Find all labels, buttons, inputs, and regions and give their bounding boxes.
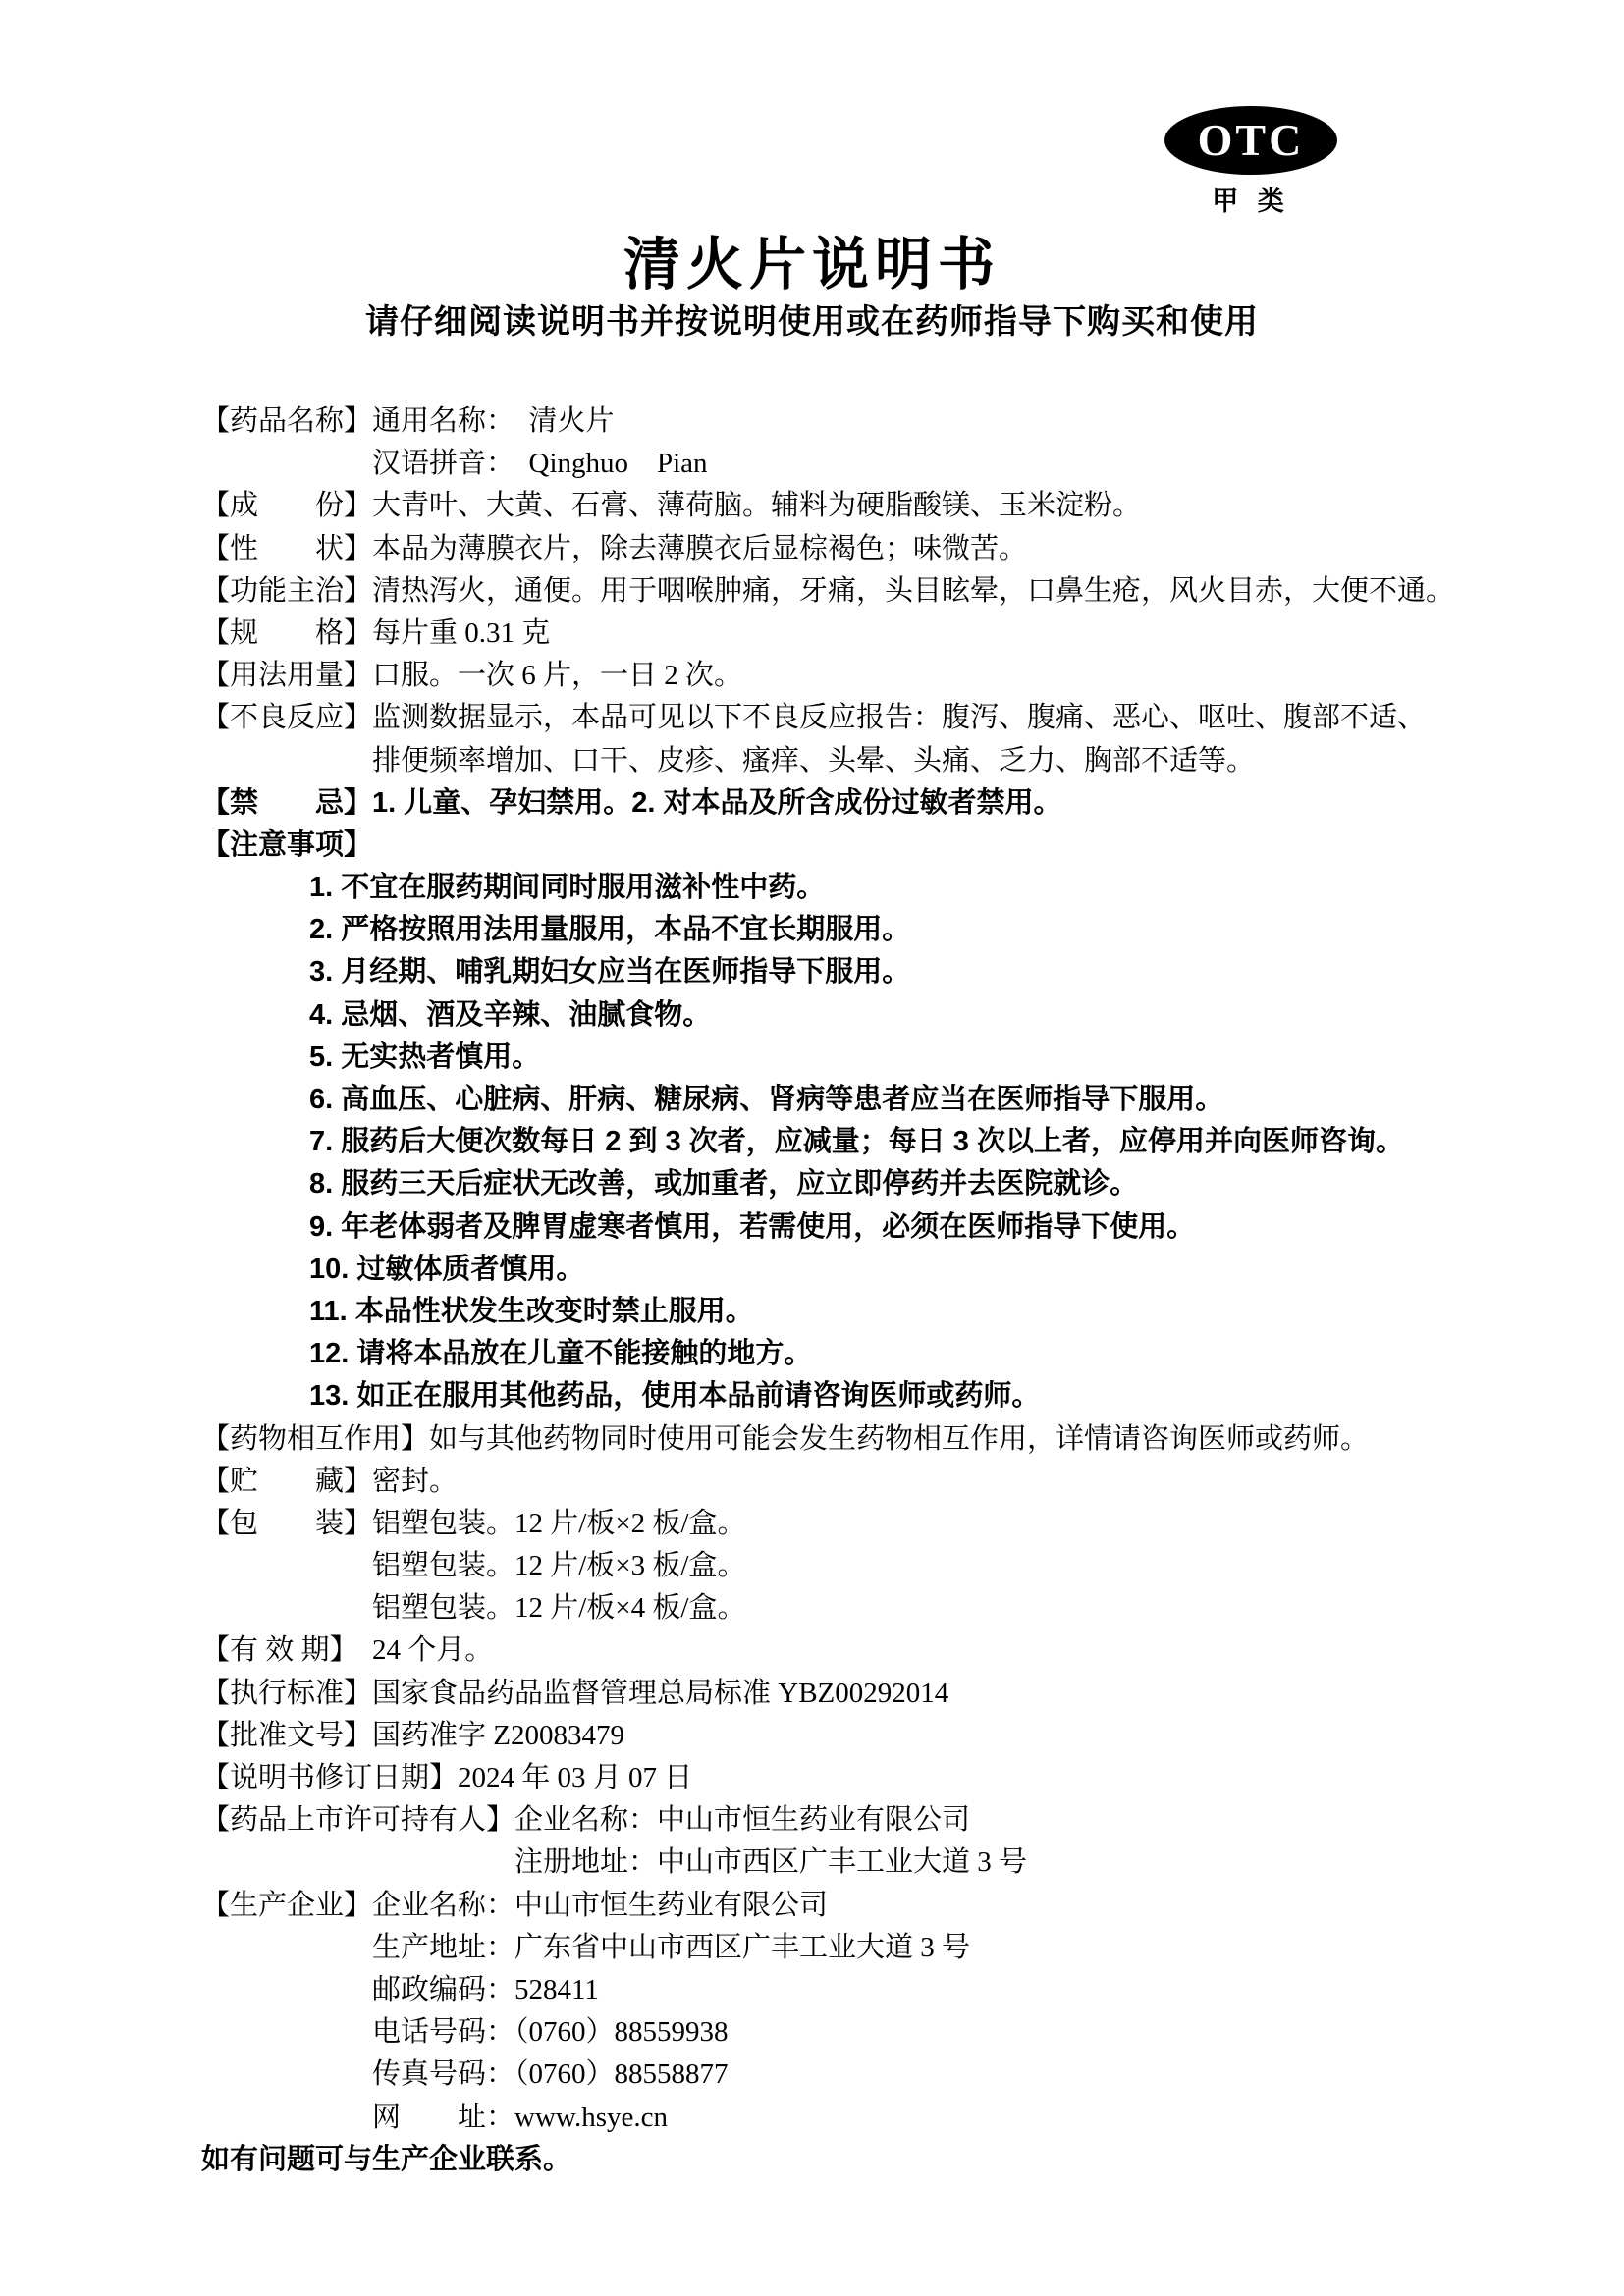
section-text: 密封。 xyxy=(372,1465,459,1497)
row-pinyin xyxy=(201,443,1526,485)
otc-badge xyxy=(1164,106,1337,218)
section-text: 铝塑包装。12 片/板×4 板/盒。 xyxy=(372,1592,746,1625)
section-label: 【包 装】 xyxy=(201,1507,373,1539)
row-description xyxy=(201,528,1526,570)
row-license-holder xyxy=(201,1799,1526,1842)
row-precaution-13 xyxy=(201,1375,1526,1417)
row-production-address xyxy=(201,1927,1526,1969)
section-text: 1. 不宜在服药期间同时服用滋补性中药。 xyxy=(309,872,826,904)
section-label: 【用法用量】 xyxy=(201,660,373,692)
row-storage xyxy=(201,1461,1526,1503)
section-text: 本品为薄膜衣片，除去薄膜衣后显棕褐色；味微苦。 xyxy=(372,532,1028,564)
row-adverse-reactions-2 xyxy=(201,740,1526,782)
row-precaution-1 xyxy=(201,867,1526,909)
section-text: 生产地址：广东省中山市西区广丰工业大道 3 号 xyxy=(372,1931,971,1963)
row-ingredients xyxy=(201,485,1526,527)
section-text: 国药准字 Z20083479 xyxy=(372,1719,624,1751)
row-standard xyxy=(201,1673,1526,1715)
row-package-1 xyxy=(201,1503,1526,1545)
section-text: 5. 无实热者慎用。 xyxy=(309,1041,541,1073)
section-text: 8. 服药三天后症状无改善，或加重者，应立即停药并去医院就诊。 xyxy=(309,1168,1139,1201)
otc-label: OTC xyxy=(1197,115,1305,165)
section-label: 【功能主治】 xyxy=(201,574,373,607)
section-label: 【贮 藏】 xyxy=(201,1465,373,1497)
row-precaution-8 xyxy=(201,1163,1526,1205)
section-text: 企业名称：中山市恒生药业有限公司 xyxy=(372,1889,829,1921)
section-text: 排便频率增加、口干、皮疹、瘙痒、头晕、头痛、乏力、胸部不适等。 xyxy=(372,744,1256,776)
row-approval-number xyxy=(201,1715,1526,1757)
row-adverse-reactions-1 xyxy=(201,697,1526,739)
row-precaution-4 xyxy=(201,994,1526,1037)
section-text: 7. 服药后大便次数每日 2 到 3 次者，应减量；每日 3 次以上者，应停用并向医师咨询。 xyxy=(309,1126,1404,1158)
section-text: 通用名称： 清火片 xyxy=(372,405,615,437)
section-label: 【注意事项】 xyxy=(201,828,373,861)
row-drug-name xyxy=(201,400,1526,443)
section-text: 2. 严格按照用法用量服用，本品不宜长期服用。 xyxy=(309,914,911,946)
section-text: 2024 年 03 月 07 日 xyxy=(458,1762,693,1793)
section-text: 如有问题可与生产企业联系。 xyxy=(201,2143,572,2175)
section-label: 【禁 忌】 xyxy=(201,786,373,819)
row-drug-interactions xyxy=(201,1418,1526,1461)
section-label: 【生产企业】 xyxy=(201,1889,373,1921)
section-text: 铝塑包装。12 片/板×3 板/盒。 xyxy=(372,1550,746,1582)
row-fax-number xyxy=(201,2054,1526,2096)
row-postal-code xyxy=(201,1969,1526,2011)
section-text: 3. 月经期、哺乳期妇女应当在医师指导下服用。 xyxy=(309,956,911,988)
section-text: 口服。一次 6 片，一日 2 次。 xyxy=(372,660,743,692)
section-text: 国家食品药品监督管理总局标准 YBZ00292014 xyxy=(372,1677,949,1709)
section-text: 企业名称：中山市恒生药业有限公司 xyxy=(514,1804,971,1837)
section-label: 【批准文号】 xyxy=(201,1719,373,1751)
section-text: 邮政编码：528411 xyxy=(372,1973,599,2005)
section-label: 【规 格】 xyxy=(201,616,373,649)
row-precaution-12 xyxy=(201,1333,1526,1375)
row-precaution-10 xyxy=(201,1249,1526,1291)
row-precautions-header xyxy=(201,825,1526,867)
row-package-2 xyxy=(201,1545,1526,1587)
section-text: 9. 年老体弱者及脾胃虚寒者慎用，若需使用，必须在医师指导下使用。 xyxy=(309,1210,1196,1243)
row-license-holder-address xyxy=(201,1842,1526,1884)
section-text: 12. 请将本品放在儿童不能接触的地方。 xyxy=(309,1338,813,1370)
section-label: 【说明书修订日期】 xyxy=(201,1762,459,1793)
section-text: 4. 忌烟、酒及辛辣、油腻食物。 xyxy=(309,998,712,1031)
section-label: 【成 份】 xyxy=(201,490,373,522)
section-text: 每片重 0.31 克 xyxy=(372,616,551,649)
row-precaution-2 xyxy=(201,909,1526,951)
row-contraindications xyxy=(201,782,1526,825)
section-label: 【有 效 期】 xyxy=(201,1634,358,1667)
section-label: 【不良反应】 xyxy=(201,702,373,734)
section-label: 【性 状】 xyxy=(201,532,373,564)
section-text: 如与其他药物同时使用可能会发生药物相互作用，详情请咨询医师或药师。 xyxy=(429,1422,1370,1455)
section-text: 监测数据显示，本品可见以下不良反应报告：腹泻、腹痛、恶心、呕吐、腹部不适、 xyxy=(372,702,1427,734)
row-precaution-3 xyxy=(201,951,1526,993)
section-text: 网 址：www.hsye.cn xyxy=(372,2101,668,2133)
section-text: 10. 过敏体质者慎用。 xyxy=(309,1253,585,1285)
row-precaution-6 xyxy=(201,1079,1526,1121)
section-text: 大青叶、大黄、石膏、薄荷脑。辅料为硬脂酸镁、玉米淀粉。 xyxy=(372,490,1142,522)
row-revision-date xyxy=(201,1757,1526,1799)
row-dosage xyxy=(201,655,1526,697)
row-website xyxy=(201,2097,1526,2139)
section-text: 1. 儿童、孕妇禁用。2. 对本品及所含成份过敏者禁用。 xyxy=(372,786,1062,819)
row-precaution-9 xyxy=(201,1206,1526,1249)
page-subtitle: 请仔细阅读说明书并按说明使用或在药师指导下购买和使用 xyxy=(365,303,1259,341)
section-text: 清热泻火，通便。用于咽喉肿痛，牙痛，头目眩晕，口鼻生疮，风火目赤，大便不通。 xyxy=(372,574,1455,607)
otc-class-label: 甲 类 xyxy=(1212,187,1290,216)
row-precaution-7 xyxy=(201,1121,1526,1163)
leaflet-body xyxy=(201,400,1526,2181)
section-text: 注册地址：中山市西区广丰工业大道 3 号 xyxy=(514,1846,1028,1879)
otc-ellipse-icon xyxy=(1164,106,1337,175)
page-title: 清火片说明书 xyxy=(623,233,1001,296)
row-strength xyxy=(201,613,1526,655)
section-text: 铝塑包装。12 片/板×2 板/盒。 xyxy=(372,1507,746,1539)
row-contact-note xyxy=(201,2139,1526,2181)
row-shelf-life xyxy=(201,1629,1526,1672)
section-text: 传真号码：（0760）88558877 xyxy=(372,2058,729,2091)
section-text: 6. 高血压、心脏病、肝病、糖尿病、肾病等患者应当在医师指导下服用。 xyxy=(309,1084,1224,1115)
section-text: 24 个月。 xyxy=(372,1634,494,1667)
row-manufacturer xyxy=(201,1885,1526,1927)
row-package-3 xyxy=(201,1587,1526,1629)
section-label: 【药品名称】 xyxy=(201,405,373,437)
section-text: 汉语拼音： Qinghuo Pian xyxy=(372,448,708,480)
row-indications xyxy=(201,570,1526,613)
section-text: 11. 本品性状发生改变时禁止服用。 xyxy=(309,1295,754,1327)
row-precaution-5 xyxy=(201,1037,1526,1079)
section-text: 13. 如正在服用其他药品，使用本品前请咨询医师或药师。 xyxy=(309,1380,1041,1413)
section-label: 【药物相互作用】 xyxy=(201,1422,430,1455)
row-precaution-11 xyxy=(201,1291,1526,1333)
section-label: 【执行标准】 xyxy=(201,1677,373,1709)
section-text: 电话号码：（0760）88559938 xyxy=(372,2016,729,2049)
section-label: 【药品上市许可持有人】 xyxy=(201,1804,515,1837)
row-phone-number xyxy=(201,2011,1526,2054)
